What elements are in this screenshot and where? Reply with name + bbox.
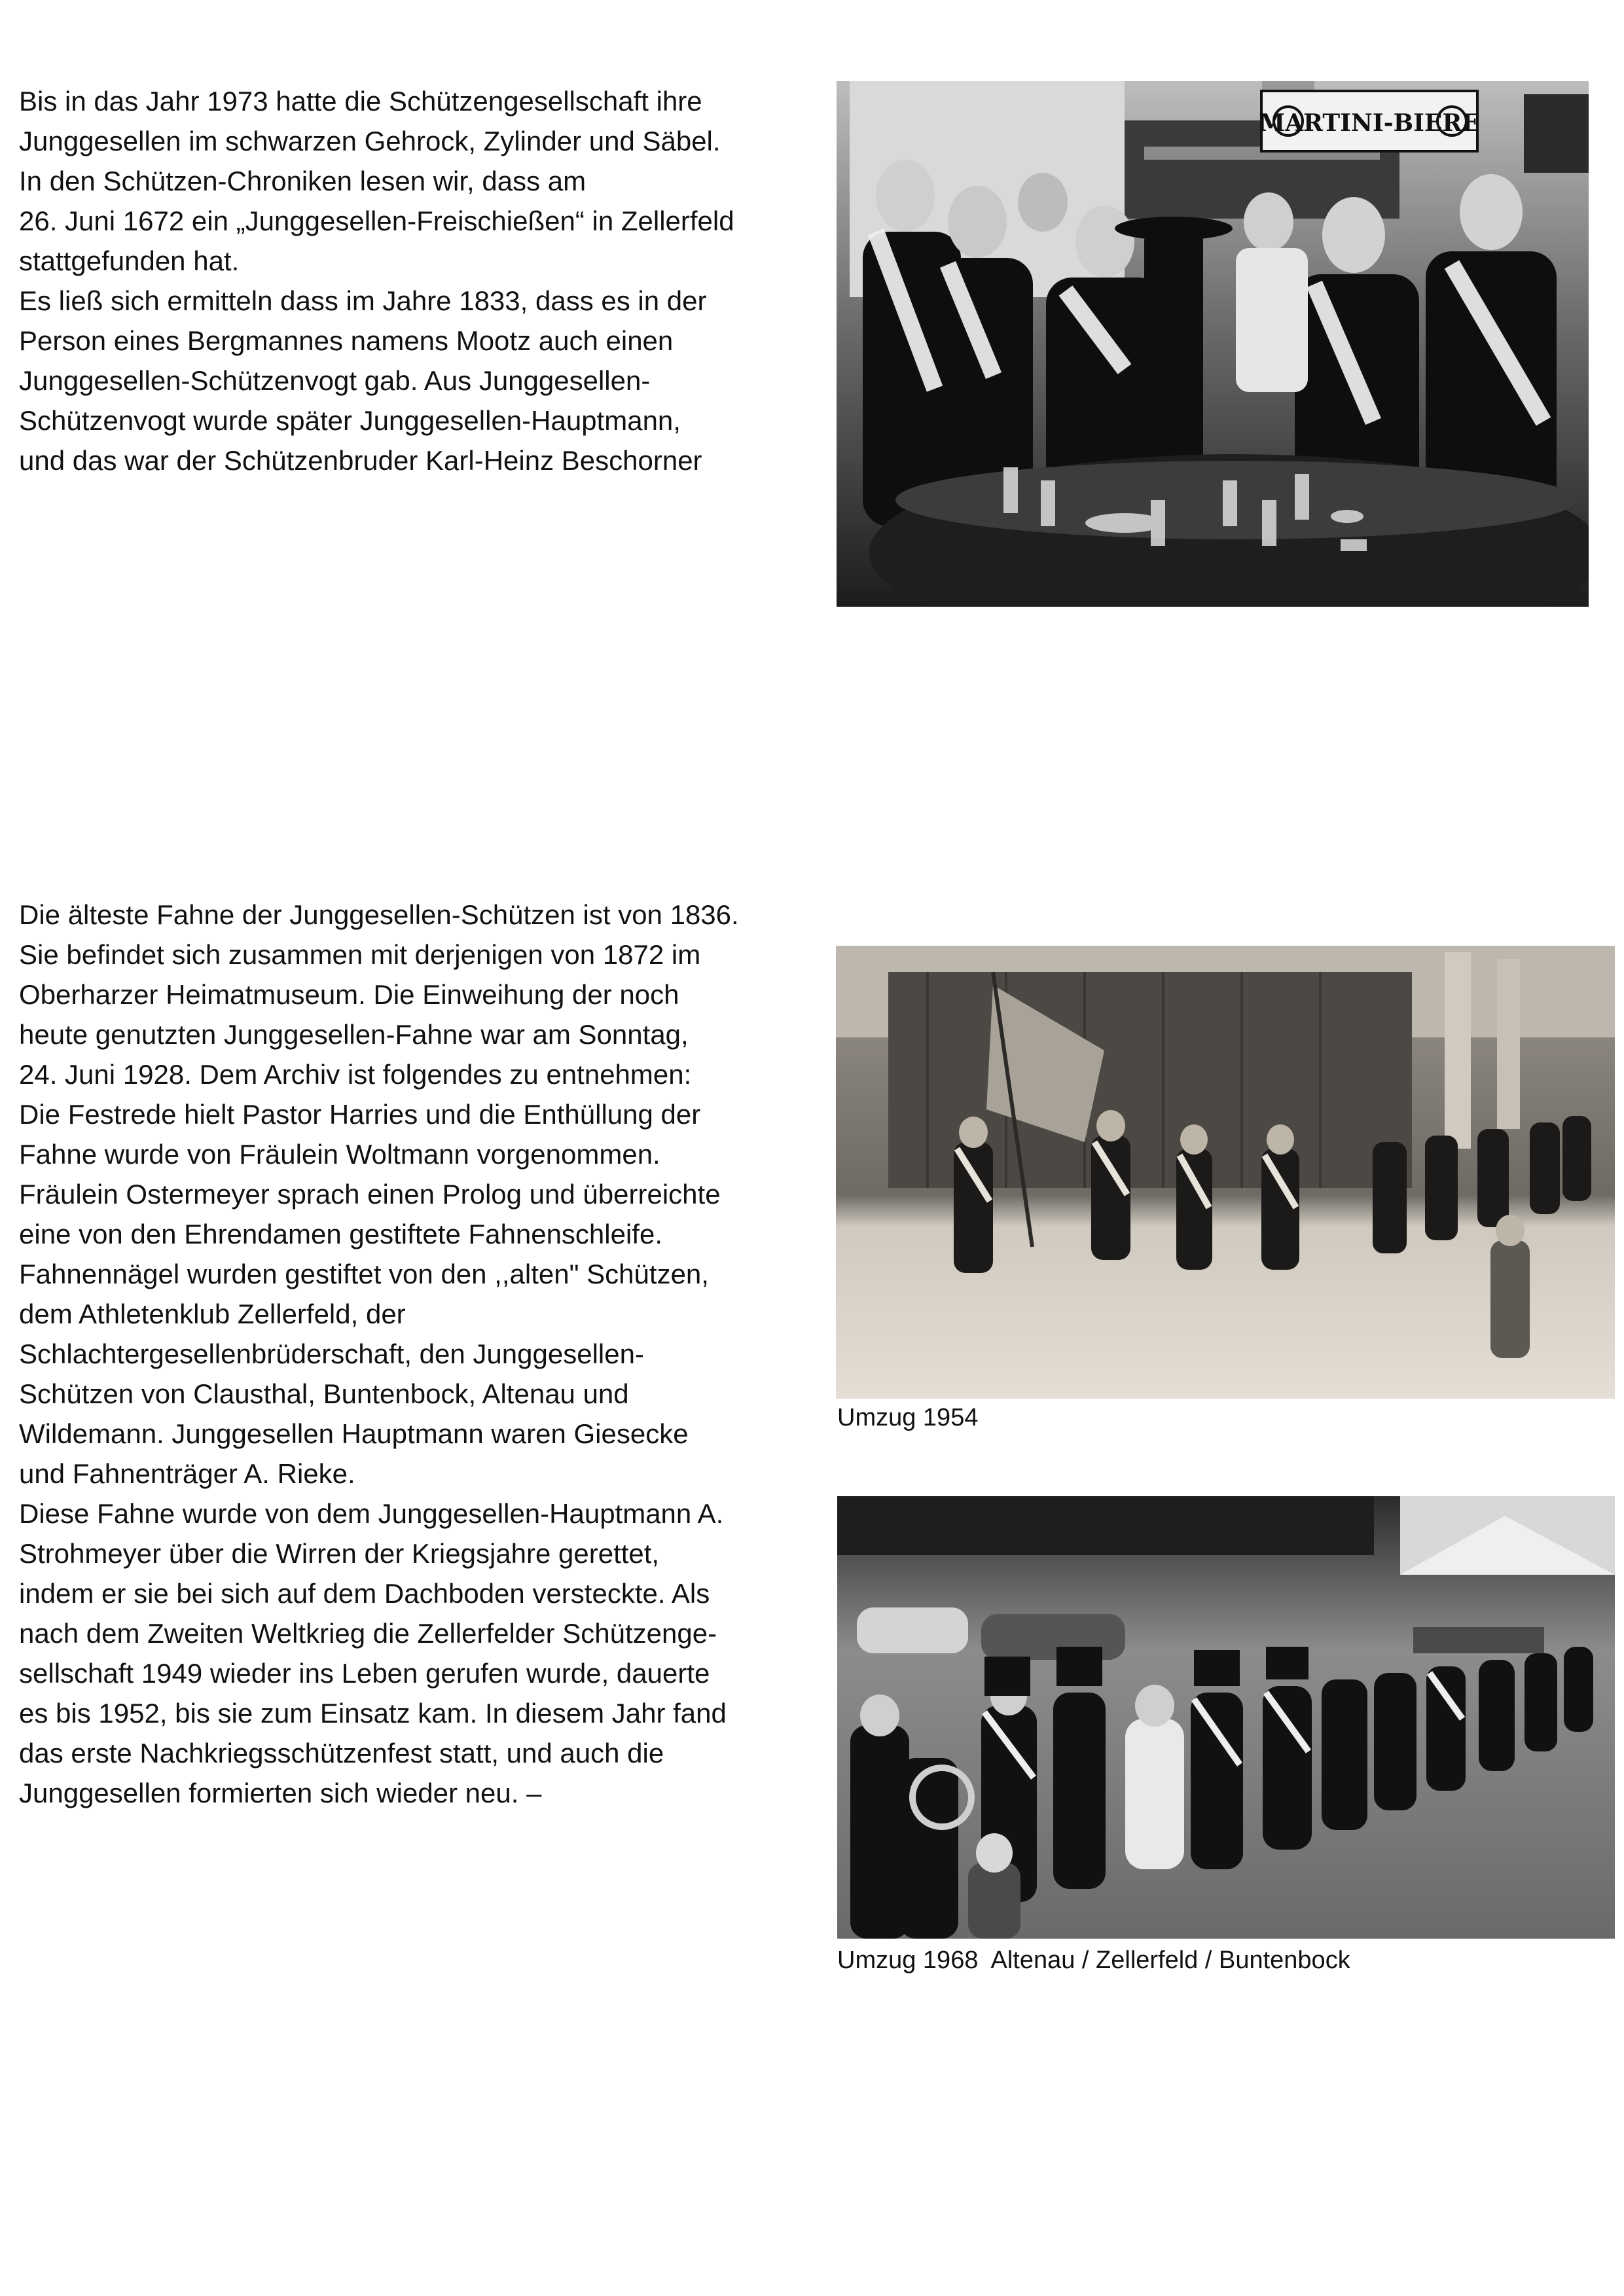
text-line: Fräulein Ostermeyer sprach einen Prolog und überreichte — [19, 1179, 721, 1210]
text-line: heute genutzten Junggesellen-Fahne war am Sonntag, — [19, 1019, 689, 1050]
text-line: 26. Juni 1672 ein „Junggesellen-Freischießen“ in Zellerfeld — [19, 206, 734, 236]
text-line: Schützenvogt wurde später Junggesellen-Hauptmann, — [19, 405, 681, 436]
text-line: Person eines Bergmannes namens Mootz auch einen — [19, 325, 674, 356]
text-line: sellschaft 1949 wieder ins Leben gerufen wurde, dauerte — [19, 1658, 710, 1689]
text-line: dem Athletenklub Zellerfeld, der — [19, 1299, 406, 1329]
text-line: und das war der Schützenbruder Karl-Heinz Beschorner — [19, 445, 702, 476]
text-line: Sie befindet sich zusammen mit derjenigen von 1872 im — [19, 939, 701, 970]
text-line: Oberharzer Heimatmuseum. Die Einweihung der noch — [19, 979, 679, 1010]
photo-junggesellen-at-bar — [837, 81, 1589, 607]
text-line: und Fahnenträger A. Rieke. — [19, 1458, 355, 1489]
photo-caption-1968: Umzug 1968 Altenau / Zellerfeld / Buntenbock — [837, 1946, 1350, 1974]
text-line: Diese Fahne wurde von dem Junggesellen-Hauptmann A. — [19, 1498, 724, 1529]
text-line: Strohmeyer über die Wirren der Kriegsjahre gerettet, — [19, 1538, 660, 1569]
text-line: Die Festrede hielt Pastor Harries und die Enthüllung der — [19, 1099, 701, 1130]
photo-parade-1954 — [836, 946, 1615, 1399]
text-line: stattgefunden hat. — [19, 245, 240, 276]
text-line: Die älteste Fahne der Junggesellen-Schützen ist von 1836. — [19, 899, 739, 930]
text-line: Schützen von Clausthal, Buntenbock, Altenau und — [19, 1378, 629, 1409]
text-line: 24. Juni 1928. Dem Archiv ist folgendes zu entnehmen: — [19, 1059, 692, 1090]
text-line: Es ließ sich ermitteln dass im Jahre 1833, dass es in der — [19, 285, 707, 316]
photo-sign-text: MARTINI-BIERE — [1259, 109, 1480, 137]
text-line: Bis in das Jahr 1973 hatte die Schützengesellschaft ihre — [19, 86, 702, 117]
text-line: In den Schützen-Chroniken lesen wir, dass am — [19, 166, 586, 196]
text-line: das erste Nachkriegsschützenfest statt, und auch die — [19, 1738, 664, 1768]
text-line: nach dem Zweiten Weltkrieg die Zellerfelder Schützenge- — [19, 1618, 717, 1649]
text-line: Junggesellen im schwarzen Gehrock, Zylinder und Säbel. — [19, 126, 721, 156]
photo-caption-1954: Umzug 1954 — [837, 1404, 979, 1431]
flag-history-paragraph — [19, 895, 739, 1813]
text-line: Wildemann. Junggesellen Hauptmann waren Giesecke — [19, 1418, 689, 1449]
text-line: indem er sie bei sich auf dem Dachboden versteckte. Als — [19, 1578, 710, 1609]
text-line: Junggesellen formierten sich wieder neu. – — [19, 1778, 542, 1808]
text-line: Fahnennägel wurden gestiftet von den ,,alten" Schützen, — [19, 1259, 709, 1289]
text-line: Fahne wurde von Fräulein Woltmann vorgenommen. — [19, 1139, 660, 1170]
text-line: Schlachtergesellenbrüderschaft, den Junggesellen- — [19, 1338, 644, 1369]
text-line: Junggesellen-Schützenvogt gab. Aus Junggesellen- — [19, 365, 651, 396]
text-line: es bis 1952, bis sie zum Einsatz kam. In diesem Jahr fand — [19, 1698, 727, 1729]
intro-paragraph — [19, 81, 734, 480]
text-line: eine von den Ehrendamen gestiftete Fahnenschleife. — [19, 1219, 663, 1249]
photo-parade-1968 — [837, 1496, 1615, 1939]
